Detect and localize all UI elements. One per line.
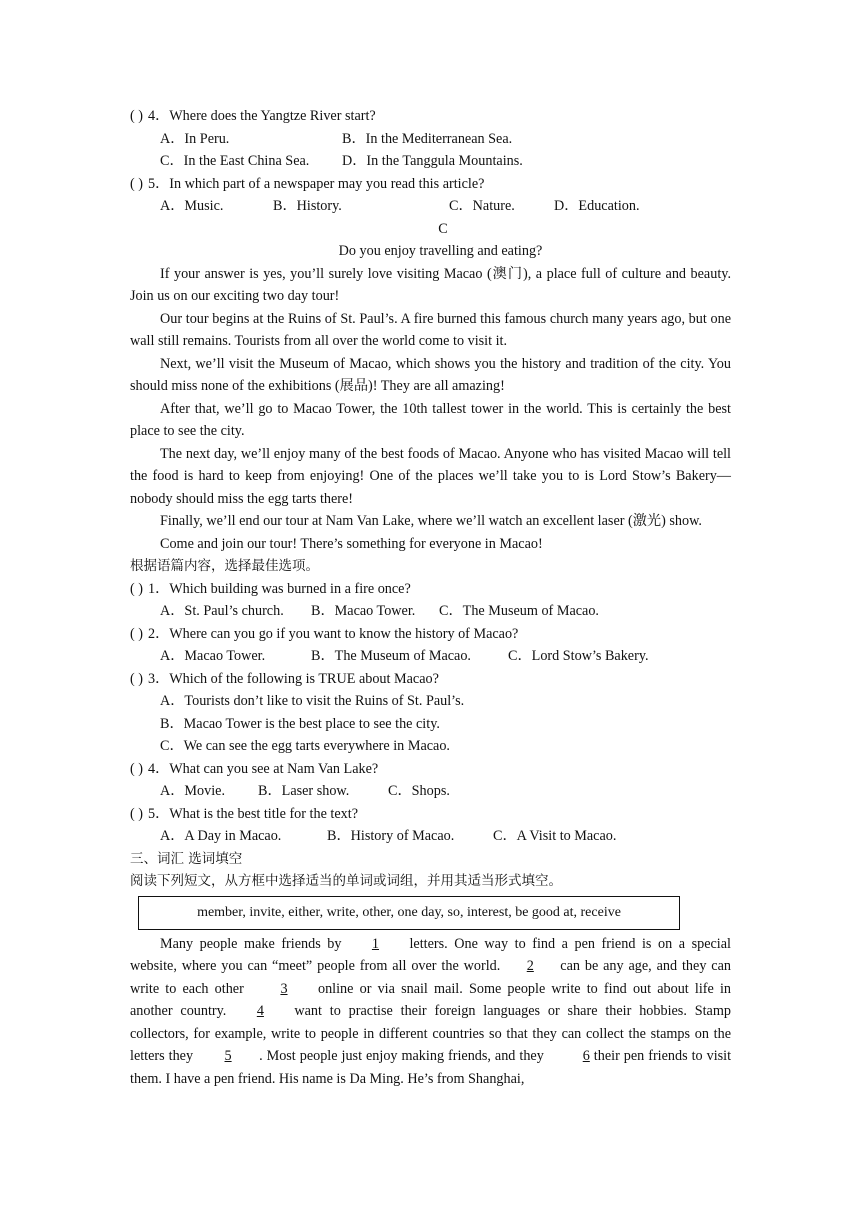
passage-paragraph: Next, we’ll visit the Museum of Macao, which shows you the history and tradition of the city. You should miss none of the exhibitions (展品)! They are all amazing!: [130, 355, 731, 394]
option: B．Macao Tower.: [311, 603, 416, 619]
question-b4: [130, 105, 731, 128]
option: B．In the Mediterranean Sea.: [342, 130, 513, 147]
passage-paragraph: If your answer is yes, you’ll surely love visiting Macao (澳门), a place full of culture and beauty. Join us on our exciting two day tour!: [130, 265, 731, 304]
option: A．In Peru.: [160, 130, 230, 147]
answer-paren: ( ): [130, 175, 143, 192]
option: C．In the East China Sea.: [160, 153, 310, 169]
question-c4: [130, 758, 731, 781]
instruction: 阅读下列短文，从方框中选择适当的单词或词组，并用其适当形式填空。: [130, 873, 562, 889]
options-c5: [130, 825, 731, 848]
passage-paragraph: Our tour begins at the Ruins of St. Paul’s. A fire burned this famous church many years ago, but one wall still remains. Tourists from all over the world come to visit it.: [130, 310, 731, 349]
options-b4-row2: [130, 150, 731, 173]
options-b4-row1: [130, 128, 731, 151]
options-c4: [130, 780, 731, 803]
answer-paren: ( ): [130, 108, 143, 124]
question-stem: 3．Which of the following is TRUE about Macao?: [148, 670, 439, 687]
blank-2[interactable]: 2: [526, 958, 534, 974]
answer-paren: ( ): [130, 760, 143, 777]
option: A．St. Paul’s church.: [160, 603, 284, 619]
option: A．Music.: [160, 198, 224, 214]
question-stem: 4．Where does the Yangtze River start?: [148, 108, 376, 124]
blank-4[interactable]: 4: [256, 1003, 264, 1019]
question-stem: 2．Where can you go if you want to know the history of Macao?: [148, 625, 519, 642]
question-b5: [130, 173, 731, 196]
options-c2: [130, 645, 731, 668]
blank-5[interactable]: 5: [224, 1048, 232, 1064]
option: B．History.: [273, 198, 342, 214]
option: B．History of Macao.: [327, 828, 455, 844]
question-stem: 1．Which building was burned in a fire once?: [148, 580, 411, 597]
options-c1: [130, 600, 731, 623]
blank-1[interactable]: 1: [371, 935, 380, 952]
option: C．We can see the egg tarts everywhere in Macao.: [160, 738, 450, 754]
blank-3[interactable]: 3: [280, 980, 288, 997]
blank-6[interactable]: 6: [582, 1048, 590, 1064]
question-stem: 4．What can you see at Nam Van Lake?: [148, 760, 379, 777]
document-page: [130, 105, 731, 1090]
question-stem: 5．In which part of a newspaper may you read this article?: [148, 175, 485, 192]
instruction: 根据语篇内容，选择最佳选项。: [130, 558, 319, 574]
options-b5: [130, 195, 731, 218]
passage-paragraph: Finally, we’ll end our tour at Nam Van Lake, where we’ll watch an excellent laser (激光) show.: [160, 513, 702, 529]
option: D．In the Tanggula Mountains.: [342, 153, 523, 169]
passage-paragraph: Come and join our tour! There’s something for everyone in Macao!: [160, 535, 543, 552]
word-box-list: member, invite, either, write, other, one day, so, interest, be good at, receive: [197, 904, 621, 920]
option: C．Lord Stow’s Bakery.: [508, 648, 649, 664]
option: C．Nature.: [449, 198, 515, 214]
option: D．Education.: [554, 198, 640, 214]
passage-title: Do you enjoy travelling and eating?: [338, 243, 543, 259]
option: B．Macao Tower is the best place to see the city.: [160, 715, 440, 732]
option: C．A Visit to Macao.: [493, 828, 617, 844]
question-c3: [130, 668, 731, 691]
option: B．Laser show.: [258, 783, 350, 799]
answer-paren: ( ): [130, 805, 143, 822]
option: A．Tourists don’t like to visit the Ruins of St. Paul’s.: [160, 693, 465, 709]
section-letter: C: [438, 220, 448, 237]
question-c5: [130, 803, 731, 826]
option: A．Macao Tower.: [160, 648, 266, 664]
answer-paren: ( ): [130, 670, 143, 687]
section-heading: 三、词汇 选词填空: [130, 850, 243, 867]
option: C．The Museum of Macao.: [439, 603, 599, 619]
option: A．Movie.: [160, 783, 226, 799]
option: C．Shops.: [388, 783, 450, 799]
option: B．The Museum of Macao.: [311, 648, 471, 664]
option: A．A Day in Macao.: [160, 828, 282, 844]
word-box: [138, 896, 680, 930]
question-stem: 5．What is the best title for the text?: [148, 805, 358, 822]
answer-paren: ( ): [130, 625, 143, 642]
question-c2: [130, 623, 731, 646]
cloze-passage: Many people make friends by 1 letters. One way to find a pen friend is on a special website, where you can “meet” people from all over the world. 2 can be any age, and they can write to each other 3 online or via snail mail. Some people write to find out about life in another country. 4 want to practise their foreign languages or share their hobbies. Stamp collectors, for example, write to people in different countries so that they can collect the stamps on the letters they 5 . Most people just enjoy making friends, and they 6 their pen friends to visit them. I have a pen friend. His name is Da Ming. He’s from Shanghai,: [130, 933, 731, 1091]
answer-paren: ( ): [130, 580, 143, 597]
question-c1: [130, 578, 731, 601]
passage-paragraph: After that, we’ll go to Macao Tower, the 10th tallest tower in the world. This is certainly the best place to see the city.: [130, 400, 731, 439]
passage-paragraph: The next day, we’ll enjoy many of the best foods of Macao. Anyone who has visited Macao will tell the food is hard to keep from enjoying! One of the places we’ll take you to is Lord Stow’s Bakery—nobody should miss the egg tarts there!: [130, 445, 731, 507]
